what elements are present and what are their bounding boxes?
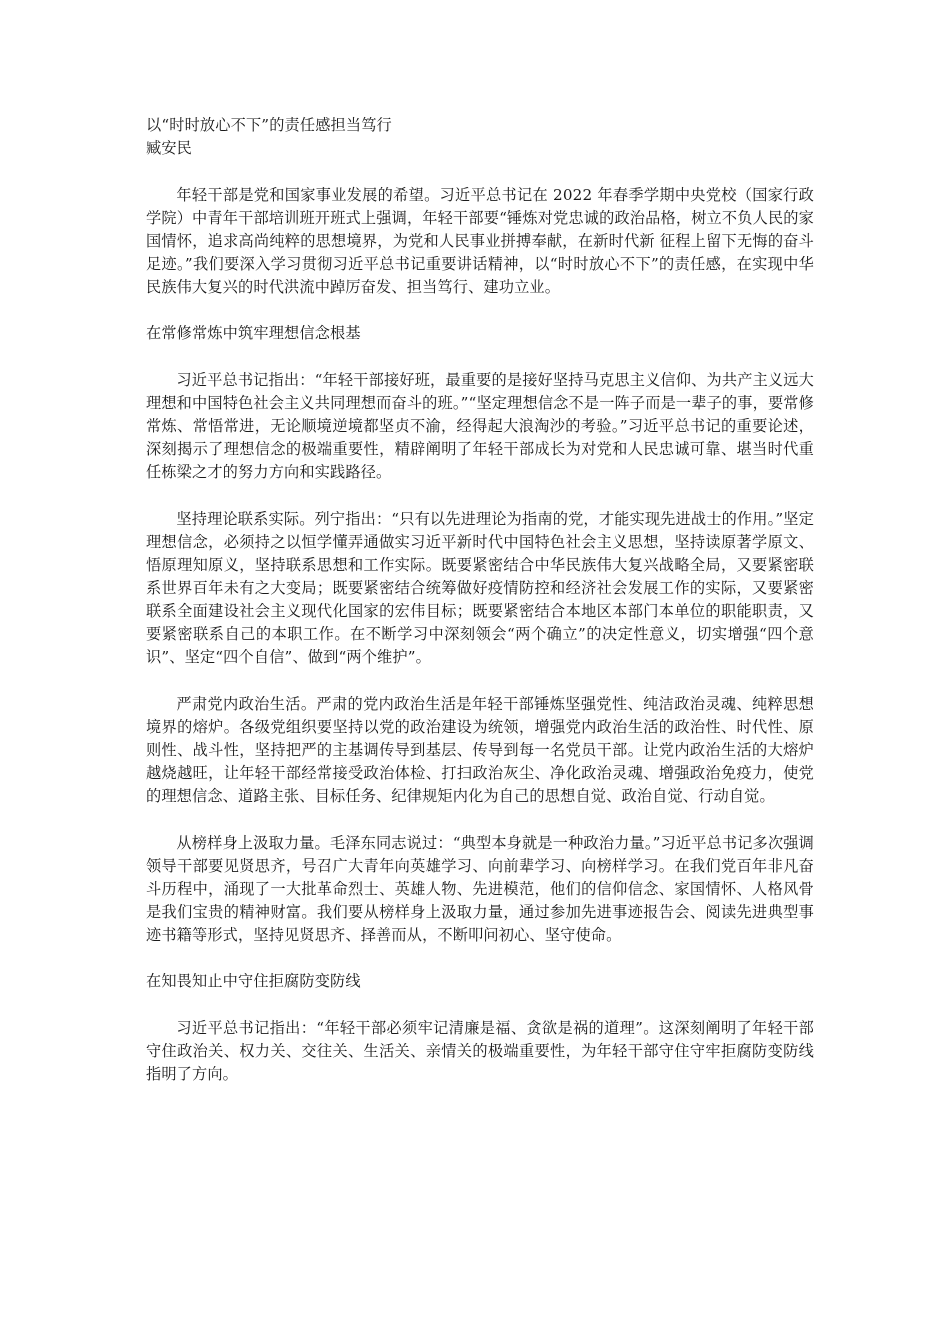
spacer [146, 808, 814, 832]
spacer [146, 993, 814, 1017]
section-heading: 在知畏知止中守住拒腐防变防线 [146, 972, 361, 990]
intro-paragraph: 年轻干部是党和国家事业发展的希望。习近平总书记在 2022 年春季学期中央党校（国家行政学院）中青年干部培训班开班式上强调，年轻干部要“锤炼对党忠诚的政治品格，树立不负人民的家国情怀，追求高尚纯粹的思想境界，为党和人民事业拼搏奉献，在新时代新 征程上留下无悔的奋斗足迹。”我们要深入学习贯彻习近平总书记重要讲话精神，以“时时放心不下”的责任感，在实现中华民族伟大复兴的时代洪流中踔厉奋发、担当笃行、建功立业。 [146, 186, 814, 296]
body-paragraph: 严肃党内政治生活。严肃的党内政治生活是年轻干部锤炼坚强党性、纯洁政治灵魂、纯粹思想境界的熔炉。各级党组织要坚持以党的政治建设为统领，增强党内政治生活的政治性、时代性、原则性、战斗性，坚持把严的主基调传导到基层、传导到每一名党员干部。让党内政治生活的大熔炉越烧越旺，让年轻干部经常接受政治体检、打扫政治灰尘、净化政治灵魂、增强政治免疫力，使党的理想信念、道路主张、目标任务、纪律规矩内化为自己的思想自觉、政治自觉、行动自觉。 [146, 695, 814, 805]
document-author: 臧安民 [146, 139, 193, 157]
body-paragraph: 习近平总书记指出：“年轻干部必须牢记清廉是福、贪欲是祸的道理”。这深刻阐明了年轻干部守住政治关、权力关、交往关、生活关、亲情关的极端重要性，为年轻干部守住守牢拒腐防变防线指明了方向。 [146, 1019, 814, 1083]
body-paragraph: 从榜样身上汲取力量。毛泽东同志说过：“典型本身就是一种政治力量。”习近平总书记多次强调领导干部要见贤思齐，号召广大青年向英雄学习、向前辈学习、向榜样学习。在我们党百年非凡奋斗历程中，涌现了一大批革命烈士、英雄人物、先进模范，他们的信仰信念、家国情怀、人格风骨是我们宝贵的精神财富。我们要从榜样身上汲取力量，通过参加先进事迹报告会、阅读先进典型事迹书籍等形式，坚持见贤思齐、择善而从，不断叩问初心、坚守使命。 [146, 834, 814, 944]
spacer [146, 669, 814, 693]
spacer [146, 484, 814, 508]
body-paragraph: 坚持理论联系实际。列宁指出：“只有以先进理论为指南的党，才能实现先进战士的作用。”坚定理想信念，必须持之以恒学懂弄通做实习近平新时代中国特色社会主义思想，坚持读原著学原文、悟原理知原义，坚持联系思想和工作实际。既要紧密结合中华民族伟大复兴战略全局，又要紧密联系世界百年未有之大变局；既要紧密结合统筹做好疫情防控和经济社会发展工作的实际，又要紧密联系全面建设社会主义现代化国家的宏伟目标；既要紧密结合本地区本部门本单位的职能职责，又要紧密联系自己的本职工作。在不断学习中深刻领会“两个确立”的决定性意义，切实增强“四个意识”、坚定“四个自信”、做到“两个维护”。 [146, 510, 814, 666]
section-heading: 在常修常炼中筑牢理想信念根基 [146, 324, 361, 342]
document-title: 以“时时放心不下”的责任感担当笃行 [146, 116, 392, 134]
spacer [146, 345, 814, 369]
spacer [146, 299, 814, 322]
spacer [146, 160, 814, 184]
document-body [146, 114, 814, 1086]
body-paragraph: 习近平总书记指出：“年轻干部接好班，最重要的是接好坚持马克思主义信仰、为共产主义远大理想和中国特色社会主义共同理想而奋斗的班。”“坚定理想信念不是一阵子而是一辈子的事，要常修常炼、常悟常进，无论顺境逆境都坚贞不渝，经得起大浪淘沙的考验。”习近平总书记的重要论述，深刻揭示了理想信念的极端重要性，精辟阐明了年轻干部成长为对党和人民忠诚可靠、堪当时代重任栋梁之才的努力方向和实践路径。 [146, 371, 814, 481]
spacer [146, 947, 814, 970]
